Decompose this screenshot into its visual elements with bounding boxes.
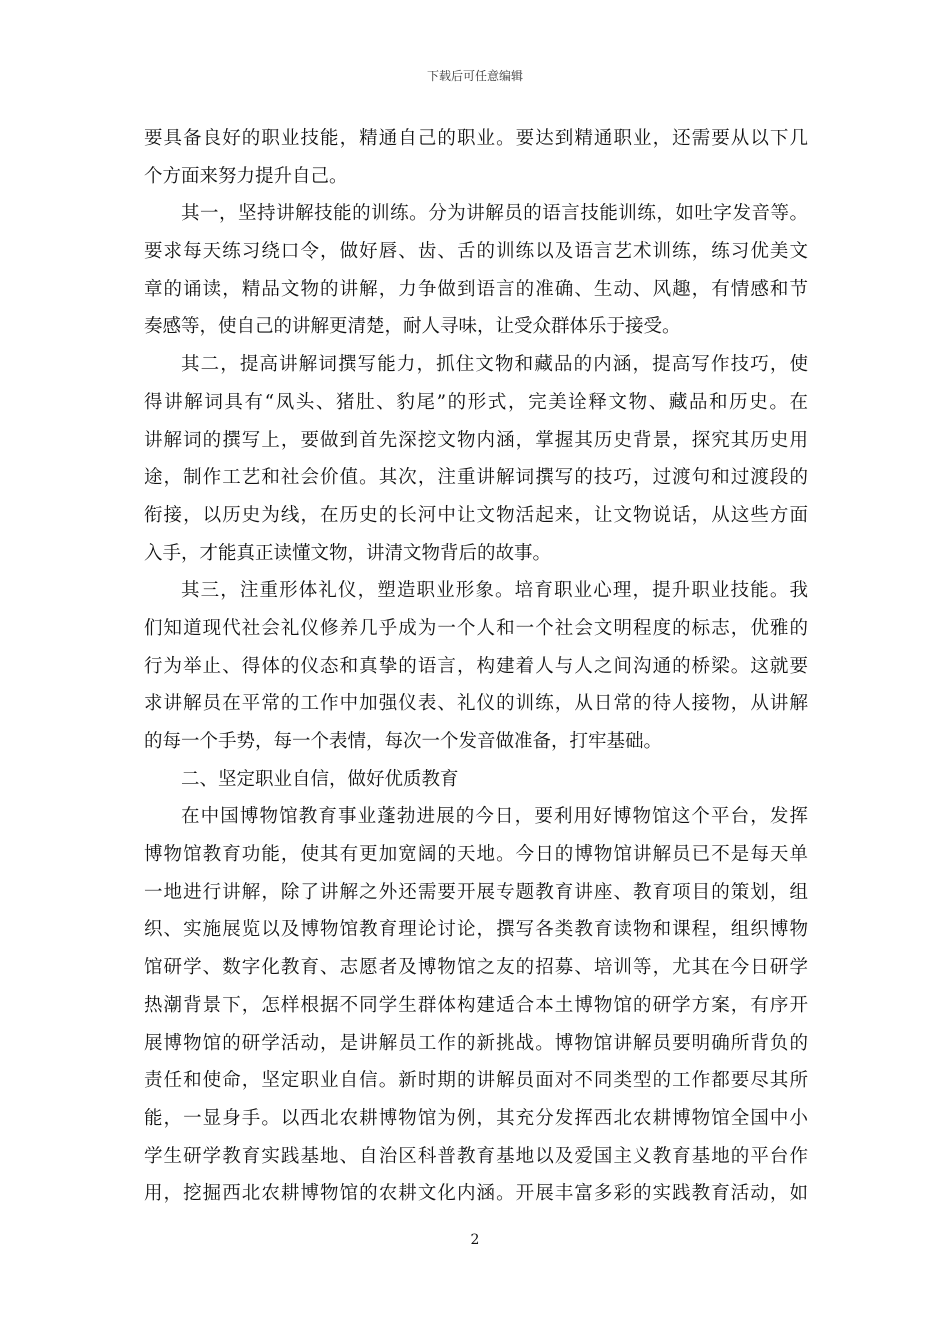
text-line: 个方面来努力提升自己。: [144, 165, 348, 187]
text-line: 途，制作工艺和社会价值。其次，注重讲解词撰写的技巧，过渡句和过渡段的: [144, 467, 808, 489]
page-number: 2: [470, 1232, 480, 1248]
text-line: 织、实施展览以及博物馆教育理论讨论，撰写各类教育读物和课程，组织博物: [144, 919, 808, 941]
text-line: 讲解词的撰写上，要做到首先深挖文物内涵，掌握其历史背景，探究其历史用: [144, 429, 808, 451]
text-line: 能，一显身手。以西北农耕博物馆为例，其充分发挥西北农耕博物馆全国中小: [144, 1107, 808, 1129]
page-header: 下载后可任意编辑: [426, 69, 523, 83]
text-line: 责任和使命，坚定职业自信。新时期的讲解员面对不同类型的工作都要尽其所: [144, 1070, 808, 1092]
text-line: 馆研学、数字化教育、志愿者及博物馆之友的招募、培训等，尤其在今日研学: [144, 957, 808, 979]
section-heading: 二、坚定职业自信，做好优质教育: [181, 768, 459, 790]
text-line: 们知道现代社会礼仪修养几乎成为一个人和一个社会文明程度的标志，优雅的: [144, 617, 808, 639]
text-line: 奏感等，使自己的讲解更清楚，耐人寻味，让受众群体乐于接受。: [144, 316, 681, 338]
text-line: 求讲解员在平常的工作中加强仪表、礼仪的训练，从日常的待人接物，从讲解: [144, 693, 808, 715]
text-line: 学生研学教育实践基地、自治区科普教育基地以及爱国主义教育基地的平台作: [144, 1145, 808, 1167]
document-body: [144, 120, 808, 1213]
text-line: 得讲解词具有“凤头、猪肚、豹尾”的形式，完美诠释文物、藏品和历史。在: [144, 391, 808, 413]
text-line: 入手，才能真正读懂文物，讲清文物背后的故事。: [144, 542, 552, 564]
text-line: 一地进行讲解，除了讲解之外还需要开展专题教育讲座、教育项目的策划，组: [144, 881, 808, 903]
text-line: 的每一个手势，每一个表情，每次一个发音做准备，打牢基础。: [144, 731, 663, 752]
text-line: 展博物馆的研学活动，是讲解员工作的新挑战。博物馆讲解员要明确所背负的: [144, 1032, 808, 1054]
text-line: 章的诵读，精品文物的讲解，力争做到语言的准确、生动、风趣，有情感和节: [144, 278, 808, 300]
text-line: 衔接，以历史为线，在历史的长河中让文物活起来，让文物说话，从这些方面: [144, 504, 808, 526]
paragraph-first-line: 其一，坚持讲解技能的训练。分为讲解员的语言技能训练，如吐字发音等。: [181, 203, 808, 225]
text-line: 热潮背景下，怎样根据不同学生群体构建适合本土博物馆的研学方案，有序开: [144, 994, 808, 1016]
paragraph-first-line: 其二，提高讲解词撰写能力，抓住文物和藏品的内涵，提高写作技巧，使: [181, 354, 808, 376]
paragraph-first-line: 在中国博物馆教育事业蓬勃进展的今日，要利用好博物馆这个平台，发挥: [181, 806, 808, 828]
text-line: 行为举止、得体的仪态和真挚的语言，构建着人与人之间沟通的桥梁。这就要: [144, 655, 808, 677]
text-line: 博物馆教育功能，使其有更加宽阔的天地。今日的博物馆讲解员已不是每天单: [144, 844, 808, 866]
paragraph-first-line: 其三，注重形体礼仪，塑造职业形象。培育职业心理，提升职业技能。我: [181, 580, 808, 602]
text-line: 用，挖掘西北农耕博物馆的农耕文化内涵。开展丰富多彩的实践教育活动，如: [144, 1183, 808, 1205]
text-line: 要具备良好的职业技能，精通自己的职业。要达到精通职业，还需要从以下几: [144, 128, 808, 149]
text-line: 要求每天练习绕口令，做好唇、齿、舌的训练以及语言艺术训练，练习优美文: [144, 241, 808, 263]
